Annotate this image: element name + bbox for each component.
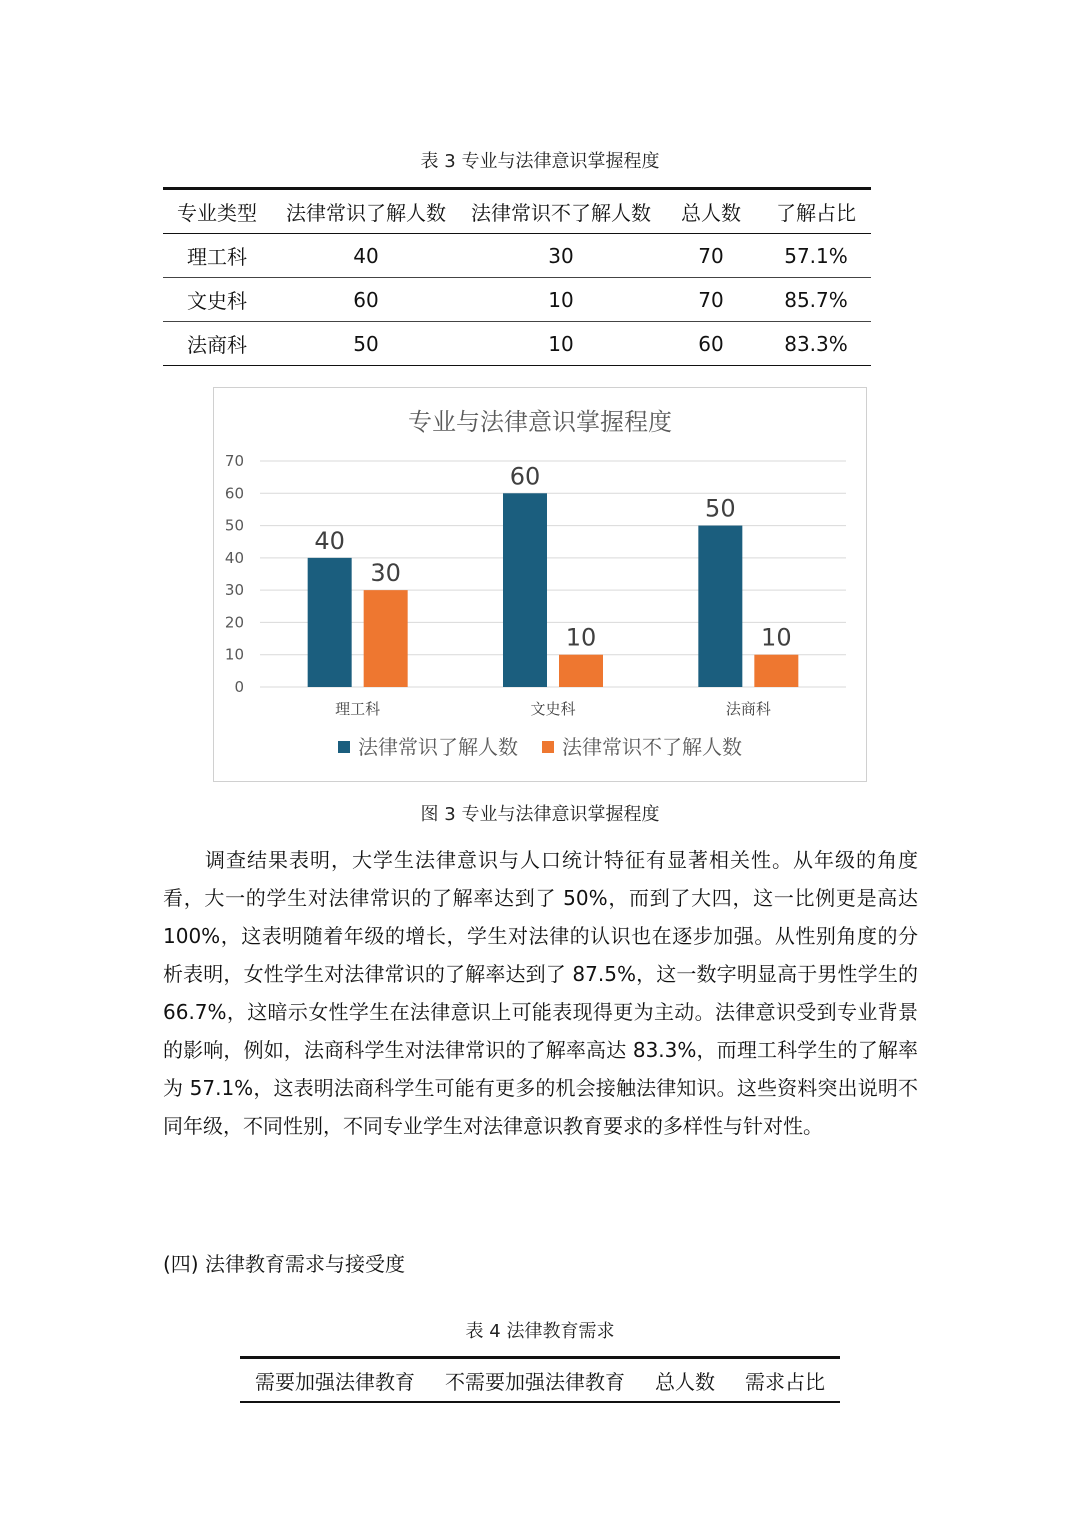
table4-header-need: 需要加强法律教育	[255, 1369, 415, 1394]
y-tick-label: 40	[224, 548, 244, 567]
data-label: 10	[565, 623, 597, 652]
table3-cell: 60	[661, 322, 761, 366]
table3-header-know: 法律常识了解人数	[271, 189, 461, 234]
body-paragraph: 调查结果表明，大学生法律意识与人口统计特征有显著相关性。从年级的角度看，大一的学生对法律常识的了解率达到了 50%，而到了大四，这一比例更是高达 100%，这表明随着年级的增长，学生对法律的认识也在逐步加强。从性别角度的分析表明，女性学生对法律常识的了解率达到了 87.5%，这一数字明显高于男性学生的 66.7%，这暗示女性学生在法律意识上可能表现得更为主动。法律意识受到专业背景的影响，例如，法商科学生对法律常识的了解率高达 83.3%，而理工科学生的了解率为 57.1%，这表明法商科学生可能有更多的机会接触法律知识。这些资料突出说明不同年级，不同性别，不同专业学生对法律意识教育要求的多样性与针对性。	[163, 848, 918, 1138]
chart-title: 专业与法律意识掌握程度	[408, 408, 672, 436]
legend-swatch	[542, 741, 554, 753]
x-tick-label: 文史科	[530, 700, 576, 718]
table3-cell: 85.7%	[761, 278, 871, 322]
legend-label: 法律常识不了解人数	[562, 735, 742, 759]
y-tick-label: 50	[224, 516, 244, 535]
table3-header-total: 总人数	[661, 189, 761, 234]
data-label: 30	[370, 559, 401, 588]
bar	[698, 526, 742, 687]
table-row	[163, 234, 871, 278]
data-label: 60	[509, 462, 541, 491]
data-label: 10	[761, 623, 792, 652]
table4-header-noneed: 不需要加强法律教育	[445, 1369, 625, 1394]
table-row	[163, 322, 871, 366]
table4	[240, 1356, 840, 1403]
table3-cell: 40	[271, 234, 461, 278]
table-row	[163, 278, 871, 322]
x-tick-label: 法商科	[725, 700, 771, 718]
y-tick-label: 20	[224, 613, 244, 632]
table3-cell: 60	[271, 278, 461, 322]
table3	[163, 187, 871, 366]
legend-label: 法律常识了解人数	[358, 735, 518, 759]
table4-header-ratio: 需求占比	[745, 1369, 825, 1394]
table3-cell: 83.3%	[761, 322, 871, 366]
section-heading: (四) 法律教育需求与接受度	[163, 1252, 405, 1276]
data-label: 50	[705, 494, 736, 523]
y-tick-label: 0	[234, 678, 244, 696]
y-tick-label: 60	[224, 484, 244, 503]
table3-cell: 50	[271, 322, 461, 366]
chart-frame	[213, 387, 867, 782]
table3-caption: 表 3 专业与法律意识掌握程度	[420, 151, 660, 172]
table3-cell: 57.1%	[761, 234, 871, 278]
bar	[364, 590, 408, 687]
table3-cell: 70	[661, 278, 761, 322]
table3-header-major: 专业类型	[163, 189, 271, 234]
data-label: 40	[314, 526, 345, 555]
table3-cell: 10	[461, 322, 661, 366]
table4-header-total: 总人数	[655, 1369, 715, 1394]
bar	[308, 558, 352, 687]
table3-cell: 法商科	[163, 322, 271, 366]
bar	[559, 655, 603, 687]
y-tick-label: 70	[224, 452, 244, 470]
table3-cell: 文史科	[163, 278, 271, 322]
y-tick-label: 10	[224, 645, 244, 664]
figure3-caption: 图 3 专业与法律意识掌握程度	[420, 804, 660, 825]
table3-cell: 70	[661, 234, 761, 278]
bar	[503, 493, 547, 687]
x-tick-label: 理工科	[335, 700, 381, 718]
table3-header-ratio: 了解占比	[761, 189, 871, 234]
table3-cell: 10	[461, 278, 661, 322]
table3-cell: 30	[461, 234, 661, 278]
y-tick-label: 30	[224, 581, 244, 600]
bar	[754, 655, 798, 687]
legend-swatch	[338, 741, 350, 753]
table3-header-notknow: 法律常识不了解人数	[461, 189, 661, 234]
table3-cell: 理工科	[163, 234, 271, 278]
table4-caption: 表 4 法律教育需求	[465, 1321, 615, 1342]
bar-chart	[214, 388, 866, 781]
